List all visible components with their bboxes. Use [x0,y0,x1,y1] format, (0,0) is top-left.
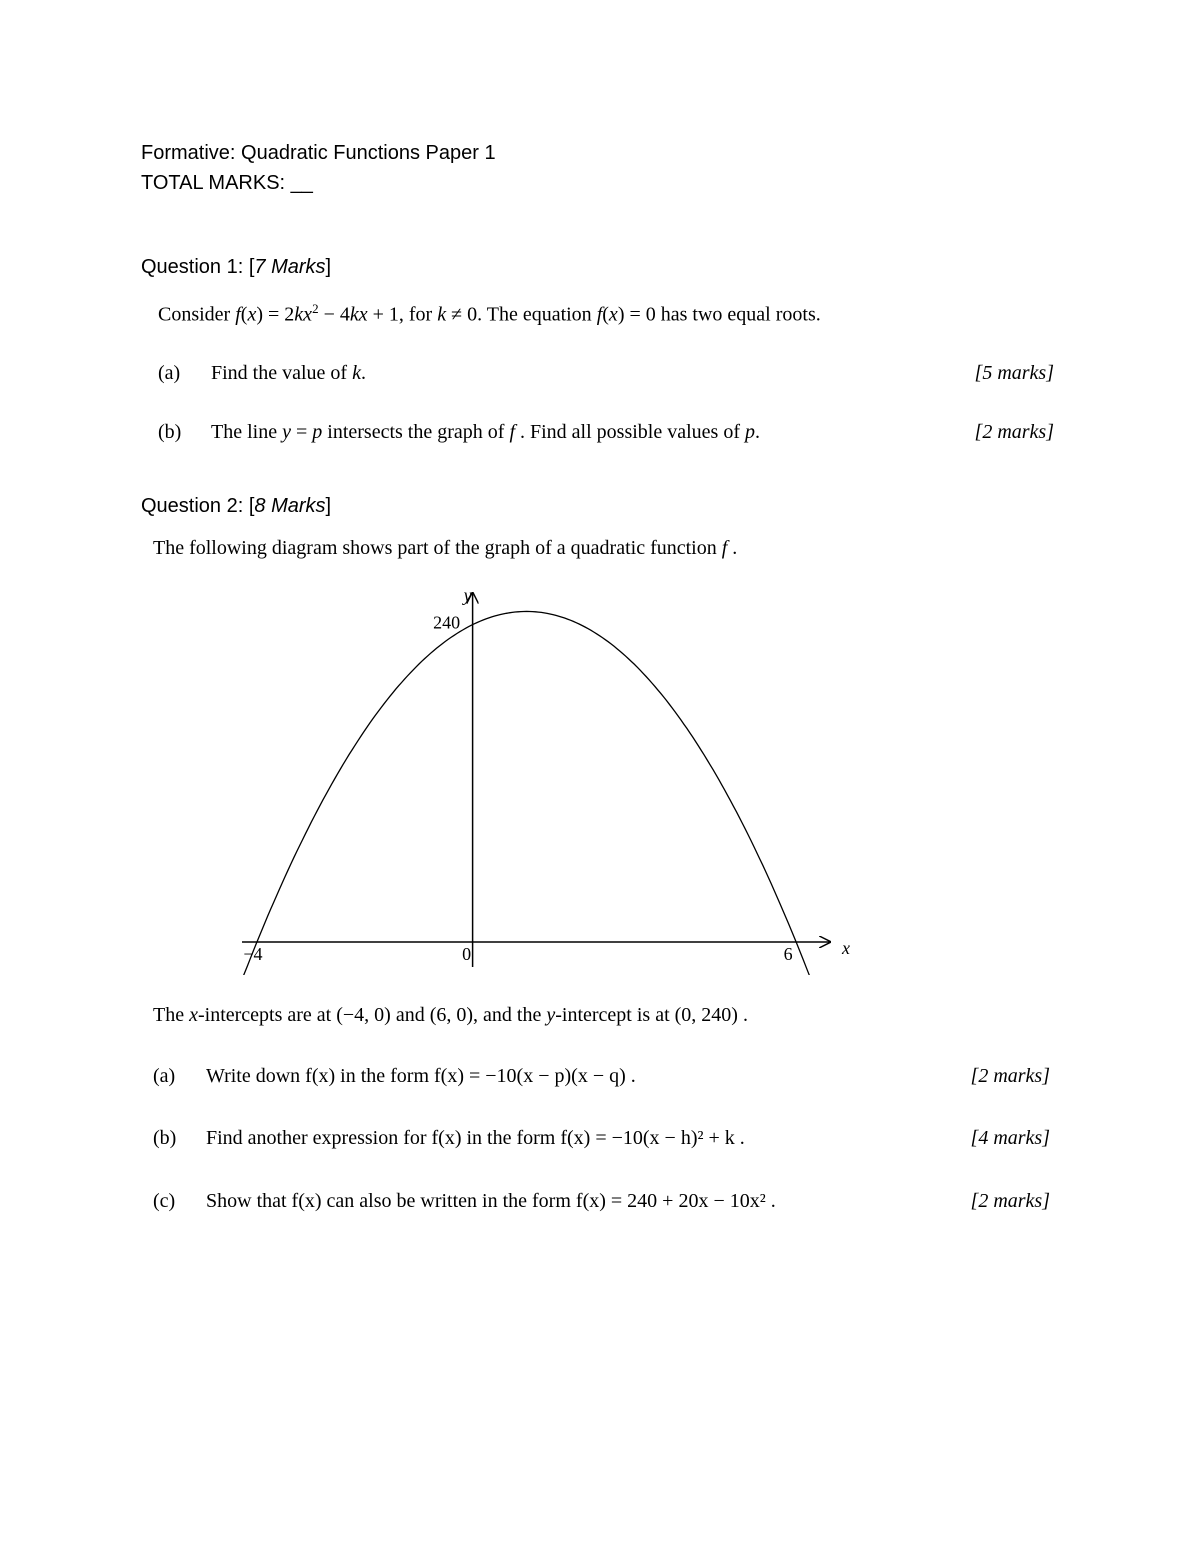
stem-math: k [437,303,447,326]
q1-part-b-label: (b) [158,421,182,443]
x-axis-label: x [842,937,850,958]
part-math: f [509,421,515,443]
part-text: The line [211,421,283,443]
heading-marks: 7 Marks [254,256,326,278]
stem-text: + 1, for [367,303,438,326]
stem-text: ) = 0 has two equal roots. [617,303,821,326]
heading-prefix: Question 2: [ [141,495,255,517]
stem-math: f [596,303,603,326]
part-text: = [290,421,313,443]
stem-exponent: 2 [312,301,319,316]
heading-marks: 8 Marks [254,495,326,517]
q1-part-a-label: (a) [158,362,181,384]
q1-part-b-marks: [2 marks] [974,421,1054,443]
q2-part-b-marks: [4 marks] [970,1127,1050,1149]
intercepts-statement [153,1004,748,1027]
stem-math: kx [294,303,313,326]
stem-text: ≠ 0. The equation [446,303,597,326]
q2-part-c-label: (c) [153,1190,176,1212]
q2-part-c-text: Show that f(x) can also be written in the form f(x) = 240 + 20x − 10x² . [206,1190,776,1212]
intercepts-text: -intercepts are at (−4, 0) and (6, 0), and the [197,1004,547,1026]
axis-labels [243,585,850,964]
intercepts-text: -intercept is at (0, 240) . [555,1004,748,1026]
q1-part-a-marks: [5 marks] [974,362,1054,384]
curve-layer [233,611,815,975]
intro-text: . [727,537,738,559]
q2-part-a-label: (a) [153,1065,176,1087]
stem-math: kx [349,303,368,326]
part-math: p [744,421,755,443]
heading-suffix: ] [325,256,332,278]
stem-math: x [247,303,257,326]
q1-part-b-text [211,421,760,444]
part-text: Find the value of [211,362,353,384]
parabola-curve [233,611,815,975]
intercepts-math: y [546,1004,556,1026]
q2-part-b-label: (b) [153,1127,177,1149]
heading-prefix: Question 1: [ [141,256,255,278]
question-1-stem [158,301,821,327]
stem-math: f [235,303,241,326]
y-axis-label: y [463,585,472,605]
x-tick-label-6: 6 [783,943,793,964]
stem-text: − 4 [318,303,350,326]
heading-suffix: ] [325,495,332,517]
stem-math: x [608,303,618,326]
question-1-heading [141,256,331,279]
y-tick-label-240: 240 [433,612,461,633]
question-2-intro [153,537,737,560]
part-text: intersects the graph of [322,421,510,443]
intercepts-math: x [189,1004,198,1026]
part-math: p [312,421,323,443]
stem-text: ( [602,303,609,326]
part-math: k [352,362,361,384]
intro-math: f [721,537,728,559]
intro-text: The following diagram shows part of the graph of a quadratic function [153,537,722,559]
q1-part-a-text [211,362,366,385]
q2-part-b-text: Find another expression for f(x) in the form f(x) = −10(x − h)² + k . [206,1127,745,1149]
x-tick-label-0: 0 [462,943,472,964]
x-tick-label-neg4: −4 [243,943,263,964]
stem-text: Consider [158,303,236,326]
q2-part-c-marks: [2 marks] [970,1190,1050,1212]
stem-text: ( [240,303,248,326]
q2-part-a-marks: [2 marks] [970,1065,1050,1087]
axes [242,593,830,967]
part-text: . [754,421,760,443]
intercepts-text: The [153,1004,190,1026]
paper-title: Formative: Quadratic Functions Paper 1 [141,142,496,164]
stem-text: ) = 2 [256,303,295,326]
q2-part-a-text: Write down f(x) in the form f(x) = −10(x − p)(x − q) . [206,1065,636,1087]
part-text: . [360,362,366,384]
question-2-heading [141,495,331,518]
total-marks: TOTAL MARKS: __ [141,172,313,194]
part-math: y [282,421,291,443]
quadratic-graph [230,585,850,975]
part-text: . Find all possible values of [515,421,745,443]
